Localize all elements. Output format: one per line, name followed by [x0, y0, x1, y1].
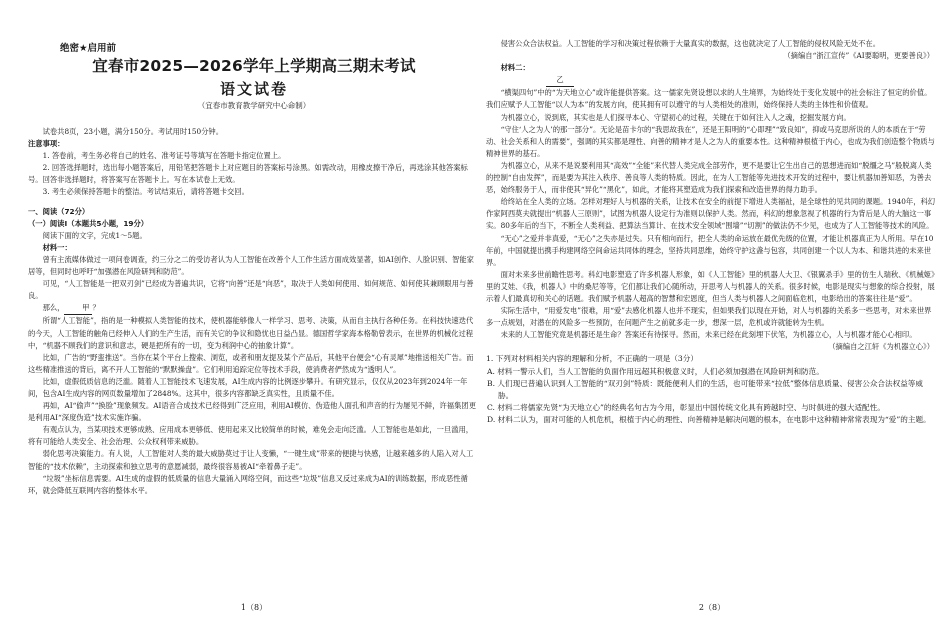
para3-suffix: ？: [92, 303, 100, 313]
question-1-option-d: D. 材料二认为，面对可能的人机危机，根植于内心的理性、向善精神是解决问题的根本，在电影中这种精神常常表现为“爱”的主题。: [487, 414, 931, 424]
source-1: （摘编自“浙江宣传”《AI要聪明，更要善良》）: [783, 51, 934, 61]
page-number-left: 1（8）: [240, 603, 268, 612]
material2-para-8: 实际生活中，“用爱发电”很难，用“爱”去感化机器人也并不现实，但如果我们以现在开始，对人与机器的关系多一些思考，对未来世界多一点规划，对潜在的风险多一些预防，在问题产生之前就多走一步，想深一层，危机或许就能转为生机。: [486, 306, 932, 328]
material2-para-6: “无心”之爱并非真爱，“无心”之失亦是过失。只有相向而行，把全人类的命运放在最优先级的位置，才能让机器真正为人所用。早在10年前，中国就提出携手构建网络空间命运共同体的理念，坚持共同思维，始终守护这盏与包容，共同创建一个以人为本、和谐共进的未来世界。: [486, 233, 934, 267]
material2-para-2: 为机器立心，说到底，其实也是人们探寻本心、守望初心的过程，关键在于如何注入人之魂，挖掘发展方向。: [500, 112, 851, 122]
exam-info: 试卷共8页，23小题，满分150分。考试用时150分钟。: [42, 127, 224, 136]
subject-title: 语文试卷: [219, 80, 288, 98]
page-right: [486, 0, 938, 631]
material2-para-7: 面对未来多世前瞻性思考。科幻电影塑造了许多机器人形象，如《人工智能》里的机器人大卫、《银翼杀手》里的仿生人瑞秋、《机械姬》里的艾娃、《我，机器人》中的桑尼等等，它们都让我们心随所动，开思考人与机器人的关系。很多时候，电影是现实与想象的综合投射，展示着人们最真切和关心的话题。我们赋予机器人超高的智慧和宏恩度，但当人类与机器人之间面临危机，电影给出的答案往往是“爱”。: [486, 269, 935, 303]
question-1-stem: 1. 下列对材料相关内容的理解和分析，不正确的一项是（3分）: [486, 354, 698, 364]
material2-para-9: 未来的人工智能究竟是机器还是生命？答案还有待探寻。然而，未来已经在此刻埋下伏笔，为机器立心，人与机器才能心心相印。: [500, 330, 917, 340]
material1-label: 材料一：: [42, 242, 72, 252]
material1-para-2: 可见，“人工智能是一把双刃剑”已经成为普遍共识，它将“向善”还是“向恶”，取决于人类如何使用、如何规范、如何使其兼顾眼用与善良。: [28, 279, 474, 301]
blank-yi: 乙: [546, 74, 574, 87]
question-1-option-b: B. 人们现已普遍认识到人工智能的“双刃剑”特质：既能便利人们的生活，也可能带来“拉低”整体信息质量、侵害公众合法权益等威胁。: [487, 378, 923, 400]
section-reading: 一、阅读（72分）: [28, 206, 90, 216]
page-left: [28, 0, 480, 631]
section-part1: （一）阅读Ⅰ（本题共5小题，19分）: [28, 218, 149, 228]
left-content: [28, 126, 480, 497]
notice-item-3: 3. 考生必须保持答题卡的整洁。考试结束后，请将答题卡交回。: [42, 187, 249, 197]
material1-para-4: 所谓“人工智能”，指的是一种模拟人类智能的技术，使机器能够像人一样学习、思考、决策，从而自主执行各种任务。在科技快速迭代的今天，人工智能的触角已经伸入人们的生产生活，而有关它的争议和隐忧也日益凸显。德国哲学家海本格勒曾表示，在世界的机械化过程中，“机器不顾我们的意识和意志，硬是把所有的一切，变为利润中心的抽象计算”。: [28, 316, 474, 350]
material1-para-5: 比如，广告的“野蛮推送”。当你在某个平台上搜索、浏览，或者和朋友提及某个产品后，其他平台便会“心有灵犀”地推送相关广告。而这些精准推送的背后，离不开人工智能的“默默操盘”。它们利用追踪定位等技术手段，使消费者俨然成为“透明人”。: [28, 352, 474, 374]
material1-para-10: “垃圾”坐标信息需要。AI生成的虚假的低质量的信息大量涌入网络空间，而这些“垃圾”信息又反过来成为AI的训练数据，形成恶性循环，就会降低互联网内容的整体水平。: [28, 473, 468, 495]
material1-para-1: 曾有主流媒体做过一项问卷调查，约三分之二的受访者认为人工智能在改善个人工作生活方面成效显著，如AI创作、人脸识别、智能家居等，但同时也呼吁“加强潜在风险研判和防范”。: [28, 254, 474, 277]
authority-line: （宜春市教育教学研究中心命制）: [197, 101, 311, 110]
para3-prefix: 那么，: [42, 303, 65, 313]
notice-item-1: 1. 答卷前，考生务必将自己的姓名、准考证号等填写在答题卡指定位置上。: [42, 151, 286, 161]
question-1-option-a: A. 材料一警示人们，当人工智能的负面作用远超其积极意义时，人们必须加强潜在风险研判和防范。: [487, 366, 824, 376]
material1-para-9: 弱化思考决策能力。有人说，人工智能对人类的最大威胁莫过于让人变懒，“一键生成”带来的便捷与快感，让越来越多的人陷入对人工智能的“技术依赖”，主动探索和独立思考的意愿减弱，最终很容易被AI“牵着鼻子走”。: [28, 449, 474, 471]
exam-title: 宜春市2025—2026学年上学期高三期末考试: [92, 57, 416, 75]
material1-para-8: 有观点认为，当某项技术更够成熟、应用成本更够低、使用起来又比较简单的时候，难免会走向泛滥。人工智能也是如此，一旦滥用，将有可能给人类安全、社会治理、公众权利带来威胁。: [28, 425, 474, 447]
material2-para-3: “守住‘人之为人’的那一部分”。无论是苗卡尔的“我思故我在”，还是王阳明的“心即理”“致良知”，抑或马克思所说的人的本质在于“劳动、社会关系和人的需要”，强调的其实都是理性、向善的精神才是人之为人的重要本性。这种精神根植于内心，也成为我们创造整个物质与精神世界的基石。: [486, 124, 935, 158]
notice-heading: 注意事项：: [28, 139, 65, 149]
material2-para-4: 为机器立心，从来不是说要利用其“高效”“全能”来代替人类完成全部劳作，更不是要让它生出自己的思想进而如“脱缰之马”般脱离人类的控制“自由发挥”，而是要为其注入秩序、善良等人类的特质。因此，在为人工智能等先进技术开发的过程中，要让机器加善知恶，为善去恶，始终服务于人，而非使其“异化”“黑化”，如此，才能将其塑造成为我们探索和改造世界的得力助手。: [486, 160, 932, 195]
secret-mark: 绝密★启用前: [60, 43, 117, 54]
right-content: [486, 38, 938, 426]
material1-para-6: 比如，虚假低质信息的泛滥。随着人工智能技术飞速发展，AI生成内容的比例逐步攀升。有研究显示，仅仅从2023年到2024年一年间，包含AI生成内容的网页数量增加了2848%。这其中，很多内容都缺乏真实性，且质量不佳。: [28, 376, 468, 398]
material2-label: 材料二：: [500, 63, 530, 73]
material2-blank-line: [486, 74, 938, 87]
source-2: （摘编自之江轩《为机器立心》）: [828, 342, 934, 352]
blank-jia: 甲: [64, 302, 92, 315]
material1-para-3: [28, 302, 480, 315]
right-top-para: 侵害公众合法权益。人工智能的学习和决策过程依赖于大量真实的数据，这也就决定了人工智能的侵权风险无处不在。: [500, 39, 881, 48]
material2-para-1: “横渠四句”中的“为天地立心”或许能提供答案。这一儒家先贤设想以求的人生境界，为始终处于变化发展中的社会标注了恒定的价值。我们应赋予人工智能“以人为本”的发展方向，使其拥有可以遵守的与人类相处的准则，始终保持人类的主体性和价值观。: [486, 88, 932, 110]
question-1-option-c: C. 材料二将儒家先贤“为天地立心”的经典名句古为今用，彰显出中国传统文化具有跨越时空、与时俱进的强大适配性。: [487, 402, 885, 412]
page-number-right: 2（8）: [698, 603, 726, 612]
material2-para-5: 给终站在全人类的立场。怎样对理好人与机器的关系，让技术在安全的前提下增进人类福祉，是全球性的见共同的课题。1940年，科幻作家阿西莫夫就提出“机器人三原则”，试图为机器人设定行为准则以保护人类。然而，科幻的想象忽视了机器的行为背后是人的大脑这一事实。80多年后的当下，不断全人类利益、把算法当算计、在技术安全领域“围墙”“切割”的做法仍不少见，也成为了人工智能等技术的风险。: [486, 197, 936, 231]
material1-para-7: 再如，AI“偷声”“换脸”现象频发。AI语音合成技术已经得到广泛应用，利用AI模仿、伪造他人面孔和声音的行为屡见不鲜，许福集团更是利用AI“深度伪造”技术实施诈骗。: [28, 401, 476, 423]
notice-item-2: 2. 回答选择题时，选出每小题答案后，用铅笔把答题卡上对应题目的答案标号涂黑。如需改动，用橡皮擦干净后，再选涂其他答案标号。回答非选择题时，将答案写在答题卡上。写在本试卷上无效。: [28, 163, 468, 185]
section-instruction: 阅读下面的文字，完成1～5题。: [42, 230, 147, 240]
